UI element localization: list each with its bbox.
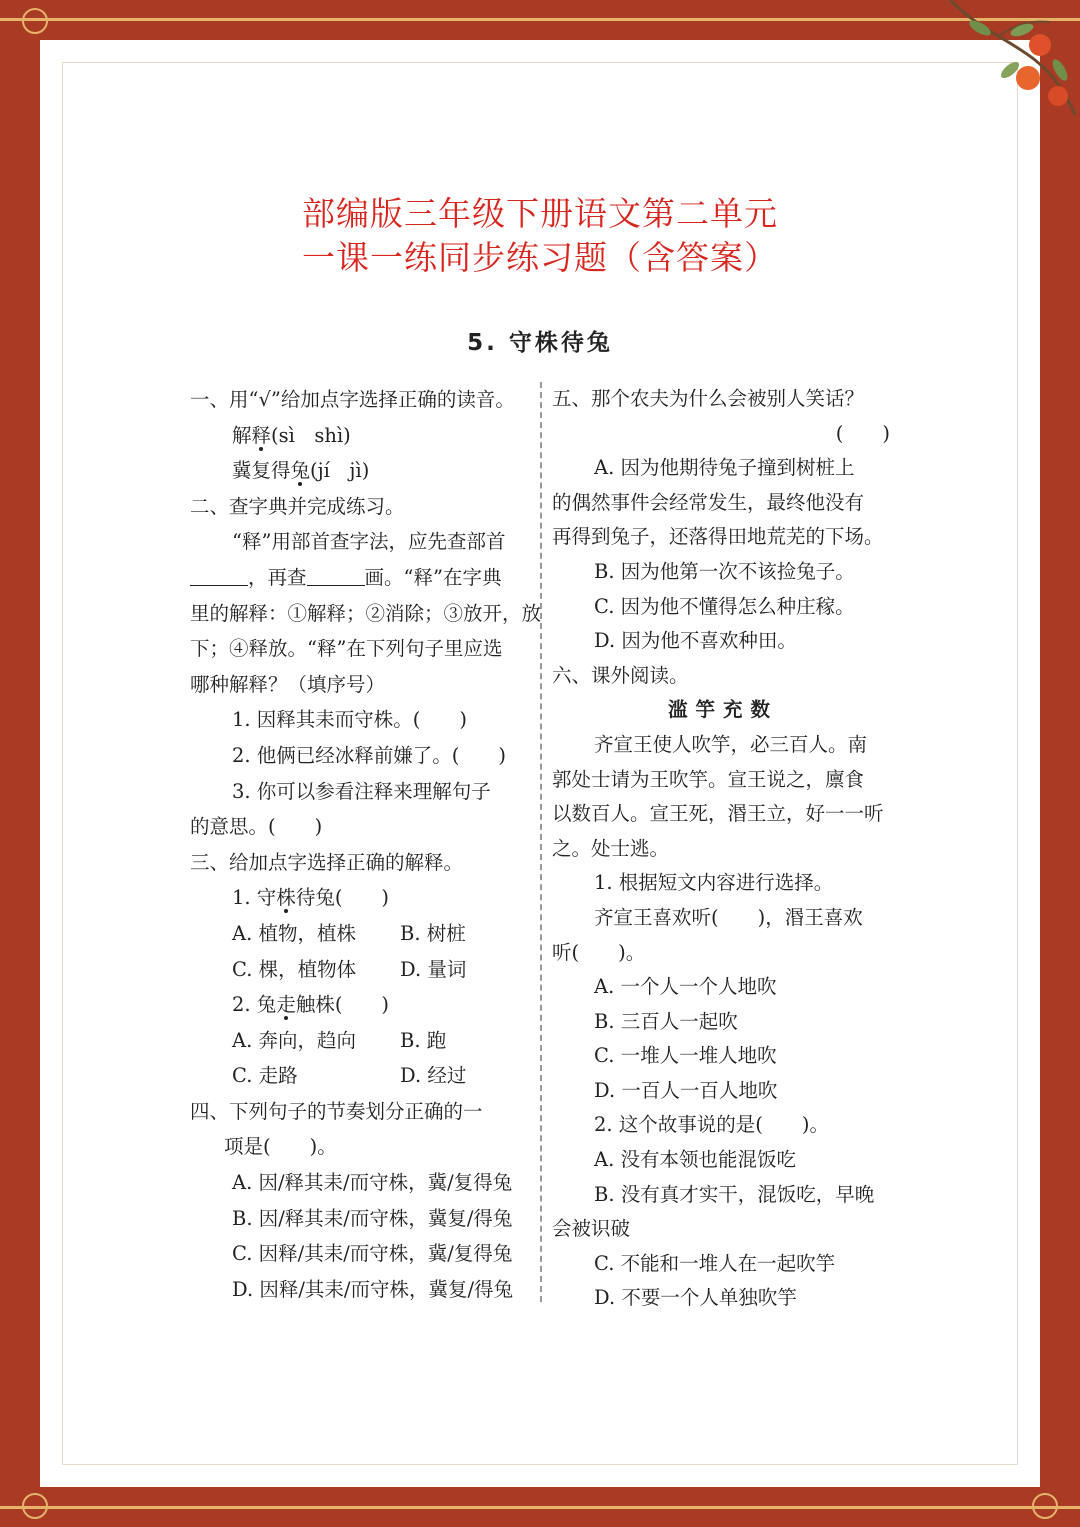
- question-item: 冀复得兔(jí jì): [232, 459, 370, 483]
- passage-text: 郭处士请为王吹竽。宣王说之，廪食: [552, 767, 865, 791]
- passage-text: 以数百人。宣王死，湣王立，好一一听: [552, 802, 884, 826]
- option-item: B. 因/释其耒/而守株，冀复/得兔: [232, 1206, 513, 1230]
- option-row: A. 植物，植株 B. 树桩: [232, 921, 466, 945]
- option-item: 再得到兔子，还落得田地荒芜的下场。: [552, 525, 884, 549]
- option-row: C. 走路 D. 经过: [232, 1064, 467, 1088]
- corner-ornament-icon: [22, 8, 48, 34]
- question-heading: 六、课外阅读。: [552, 663, 689, 687]
- option-item: B. 因为他第一次不该捡兔子。: [594, 559, 855, 583]
- question-text: 里的解释：①解释；②消除；③放开，放: [190, 601, 542, 625]
- question-text: 哪种解释？（填序号）: [190, 672, 386, 696]
- option-item: D. 一百人一百人地吹: [594, 1078, 778, 1102]
- page-title-line1: 部编版三年级下册语文第二单元: [302, 194, 778, 233]
- passage-text: 齐宣王使人吹竽，必三百人。南: [594, 732, 868, 756]
- option-item: A. 一个人一个人地吹: [594, 975, 777, 999]
- option-row: A. 奔向，趋向 B. 跑: [232, 1028, 447, 1052]
- question-item: 2. 这个故事说的是( )。: [594, 1113, 830, 1137]
- question-heading: 五、那个农夫为什么会被别人笑话？: [552, 387, 865, 410]
- question-item: 解释(sì shì): [232, 423, 351, 447]
- question-item: 3. 你可以参看注释来理解句子: [232, 779, 491, 803]
- question-heading: 项是( )。: [224, 1135, 337, 1159]
- question-text: ，再查 画。“释”在字典: [190, 560, 532, 596]
- question-text: 齐宣王喜欢听( )，湣王喜欢: [594, 905, 863, 929]
- option-item: A. 因/释其耒/而守株，冀/复得兔: [232, 1171, 513, 1195]
- option-item: C. 因释/其耒/而守株，冀/复得兔: [232, 1242, 513, 1266]
- top-gold-line: [0, 18, 1080, 21]
- option-item: C. 一堆人一堆人地吹: [594, 1044, 777, 1068]
- option-row: C. 棵，植物体 D. 量词: [232, 957, 467, 981]
- question-item: 1. 因释其耒而守株。( ): [232, 708, 468, 732]
- option-item: D. 因释/其耒/而守株，冀复/得兔: [232, 1277, 514, 1301]
- option-item: C. 不能和一堆人在一起吹竽: [594, 1251, 836, 1275]
- lesson-title: 5. 守株待兔: [467, 330, 613, 356]
- question-heading: 二、查字典并完成练习。: [190, 494, 405, 518]
- question-item: 2. 兔走触株( ): [232, 993, 390, 1017]
- question-item: 1. 守株待兔( ): [232, 886, 390, 910]
- question-heading: 四、下列句子的节奏划分正确的一: [190, 1099, 483, 1123]
- right-column: [552, 382, 894, 1316]
- question-item: 2. 他俩已经冰释前嫌了。( ): [232, 743, 507, 767]
- option-item: B. 没有真才实干，混饭吃，早晚: [594, 1182, 875, 1206]
- bottom-gold-line: [0, 1506, 1080, 1509]
- passage-text: 之。处士逃。: [552, 836, 670, 860]
- question-text: 听( )。: [552, 940, 646, 964]
- question-item: 的意思。( ): [190, 815, 323, 839]
- option-item: 的偶然事件会经常发生，最终他没有: [552, 490, 865, 514]
- answer-blank: [307, 565, 365, 586]
- question-heading: 三、给加点字选择正确的解释。: [190, 850, 464, 874]
- question-text: “释”用部首查字法，应先查部首: [232, 530, 506, 554]
- option-item: B. 三百人一起吹: [594, 1009, 738, 1033]
- question-text: 下；④释放。“释”在下列句子里应选: [190, 637, 503, 661]
- option-item: 会被识破: [552, 1217, 631, 1241]
- persimmon-branch-icon: [940, 0, 1080, 120]
- answer-blank: [190, 565, 248, 586]
- option-item: D. 不要一个人单独吹竽: [594, 1286, 797, 1310]
- column-divider: [540, 382, 542, 1302]
- option-item: C. 因为他不懂得怎么种庄稼。: [594, 594, 855, 618]
- option-item: A. 因为他期待兔子撞到树桩上: [594, 456, 855, 480]
- question-item: 1. 根据短文内容进行选择。: [594, 871, 834, 895]
- option-item: A. 没有本领也能混饭吃: [594, 1148, 796, 1172]
- left-column: [190, 382, 542, 1307]
- page-title-line2: 一课一练同步练习题（含答案）: [302, 238, 778, 277]
- corner-ornament-icon: [22, 1493, 48, 1519]
- question-heading: 一、用“√”给加点字选择正确的读音。: [190, 388, 515, 411]
- passage-title: 滥竽充数: [667, 698, 778, 722]
- corner-ornament-icon: [1032, 1493, 1058, 1519]
- option-item: D. 因为他不喜欢种田。: [594, 629, 797, 653]
- answer-paren: ( ): [835, 421, 890, 445]
